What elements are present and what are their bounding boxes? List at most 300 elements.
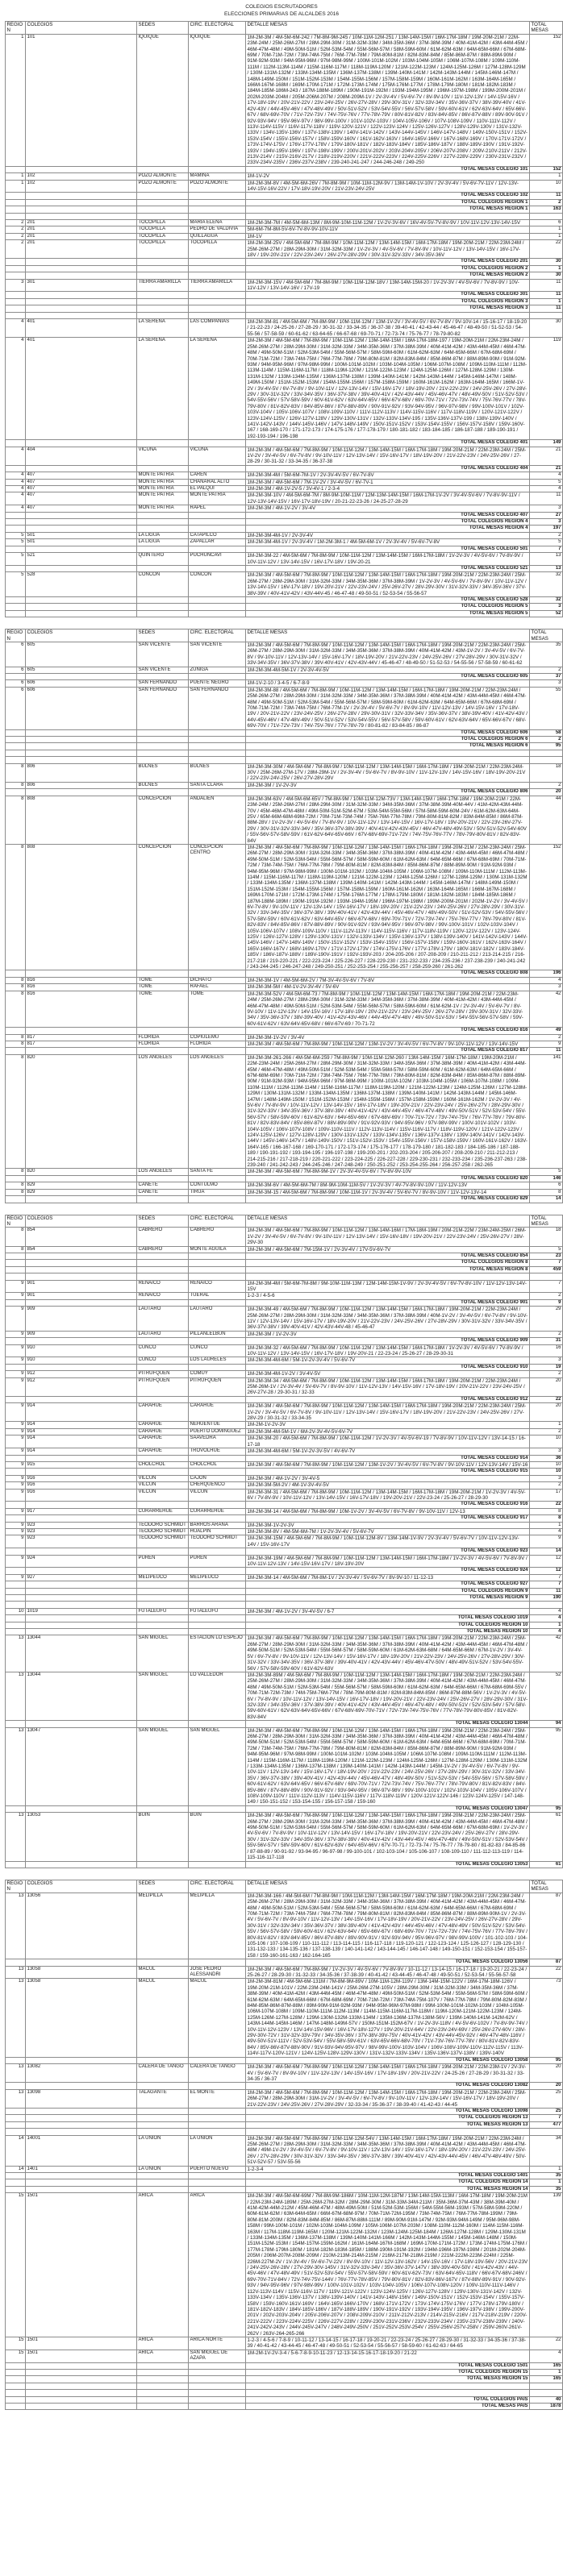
empty-cell (6, 2172, 26, 2179)
total-value-cell: 14 (530, 1196, 563, 1203)
total-row (6, 674, 563, 680)
detalle-mesas-cell: 1M-2M-3M-30M / 4M-5M-6M / 7M-8M-9M / 10M-11M-12M / 13M-14M-15M / 16M-17M-18M / 19M-20M-21M / 22M-23M-24M-30V / 25M-26M-27M-17V / 28M-29M-1V / 2V-3V-4V / 5V-6V-7V / 8V-9V-10V / 11V-12V-13V / 14V-15V-16V / 18V-19V-20V-21V / 22V-23V-24V-25V / 26V-27V-28V-29V (246, 763, 530, 782)
circ-electoral-cell: SAN MIGUEL (189, 1727, 246, 1805)
total-value-cell: 1878 (530, 2403, 563, 2409)
empty-cell (189, 1175, 246, 1182)
region-cell: 6 (6, 667, 26, 673)
detalle-mesas-cell: 1-2-3 / 4-5-6 / 7-8-9 / 10-11-12 / 13-14-15 / 16-17-18 / 19-20-21 / 22-23-24 / 25-26-27 / 28-29-30 / 31-32-33 / 34-35-36 / 37-38-39 / 40-41-42 / 43-44-45 / 46-47-48 / 49-50-51 / 52-53-54 / 55-56-57 / 58-59-60 / 61-62-63 / 64-65 (246, 2337, 530, 2350)
sede-cell: TEODORO SCHMIDT (137, 1535, 189, 1548)
empty-cell (26, 1455, 137, 1461)
table-row (6, 1331, 563, 1337)
detalle-mesas-cell: 1M-2M-1V-2V-3V (246, 1422, 530, 1428)
total-value-cell: 1 (530, 1622, 563, 1628)
region-cell: 8 (6, 763, 26, 782)
total-row (6, 1455, 563, 1461)
empty-cell (6, 743, 26, 750)
total-label-cell: TOTAL MESAS COLEGIO 102 (246, 193, 530, 199)
circ-electoral-cell: CONCEPCION CENTRO (189, 844, 246, 970)
empty-cell (137, 199, 189, 206)
empty-cell (137, 1959, 189, 1966)
sede-cell: VILCUN (137, 1475, 189, 1481)
empty-cell (137, 2362, 189, 2369)
circ-electoral-cell: PUCHUNCAVI (189, 553, 246, 566)
total-mesas-cell: 9 (530, 1535, 563, 1548)
total-value-cell: 11 (530, 1048, 563, 1054)
total-row (6, 2115, 563, 2121)
empty-cell (6, 1629, 26, 1635)
sede-cell: CONCEPCION (137, 844, 189, 970)
sede-cell: LOS ANGELES (137, 1169, 189, 1175)
total-mesas-cell: 30 (530, 319, 563, 338)
colegio-cell: 606 (26, 687, 137, 729)
total-label-cell: TOTAL COLEGIOS PAIS (246, 2396, 530, 2403)
detalle-mesas-cell: 1M-2M-3M / 4M-5M-6M / 7M-8M-9M / 10M-11M-12M / 13M-14M-15M / 16M-17M-18M / 19M-20M-21M / 22M-23M-24M / 25M-26M-27M / 28M-29M-30M / 31M-32M-33M / 34M-35M-36M / 37M-38M-39M / 40M-41M-42M / 43M-44M-45M / 46M-47M-48M / 49M-50M-51M / 52M-53M-54M / 55M-56M-57M / 58M-59M-60M / 61M-62M-63M / 64M-65M-66M / 67M-68M-69M / 70M-71M-72M / 73M-74M-75M / 76M-77M-78M / 79M-80M-81M / 82M-83M-84M / 85M-86M-87M / 88M-89M-90M / 91M-92M-93M / 94M-95M-96M / 97M-98M-99M / 100M-101M-102M / 103M-104M-105M / 106M-107M-108M / 109M-110M-111M / 112M-113M-114M / 115M-116M-117M / 118M-119M-120M / 121M-122M-123M / 124M-125M-126M / 127M-128M-129M / 130M-131M-132M / 133M-134M-135M / 136M-137M-138M / 139M-140M-141M / 142M-143M-144M / 145M-1V-2V / 3V-4V-5V / 6V-7V-8V / 9V-10V-11V / 12V-13V-14V / 15V-16V-17V / 18V-19V-20V / 21V-22V-23V / 24V-25V-26V / 27V-28V-29V / 30V-31V-32V / 33V-34V-35V / 36V-37V-38V / 39V-40V-41V / 42V-43V-44V / 45V-46V-47V / 48V-49V-50V / 51V-52V-53V / 54V-55V-56V / 57V-58V-59V / 60V-61V-62V / 63V-64V-65V / 66V-67V-68V / 69V-70V-71V / 72V-73V-74V / 75V-76V-77V / 78V-79V-80V / 81V-82V-83V / 84V-85V-86V / 87V-88V-89V / 90V-91V-92V / 93V-94V-95V / 96V-97V-98V / 99V-100V-101V / 102V-103V-104V / 105V-106V-107V / 108V-109V-110V / 111V-112V-113V / 114V-115V-116V / 117V-118V-119V / 120V-121V-122V-146 / 123V-124V-125V / 147-148-149 / 150-151-152 / 153-154-155 / 156-157-158 / 159-160 (246, 1727, 530, 1805)
table-row (6, 1482, 563, 1489)
region-cell: 9 (6, 1435, 26, 1448)
sede-cell: MONTE PATRIA (137, 486, 189, 492)
empty-cell (6, 2376, 26, 2383)
region-cell: 8 (6, 984, 26, 991)
empty-cell (530, 312, 563, 318)
table-row (6, 338, 563, 440)
colegio-cell: 1501 (26, 2193, 137, 2337)
table-row (6, 1041, 563, 1047)
detalle-mesas-cell: 1M-2M-3M-4M-1V-2V / 3V-4V-5V (246, 1371, 530, 1377)
detalle-mesas-cell: 1M-2M-3M-34 / 4M-5M-6M / 7M-8M-9M / 10M-11M-12M / 13M-14M-15M / 16M-17M-18M / 19M-20M-21M / 22M-23M-24M / 25M-26M-1V / 2V-3V-4V / 5V-6V-7V / 8V-9V-10V / 11V-12V-13V / 14V-15V-16V / 17V-18V-19V / 20V-21V-22V / 23V-24V-25V / 26V-27V-28 / 29-30-31 / 32-33 (246, 1377, 530, 1396)
total-mesas-cell: 1 (530, 226, 563, 233)
total-label-cell: TOTAL MESAS COLEGIO 1019 (246, 1615, 530, 1622)
detalle-mesas-cell: 1M-2M-3M-81M / 4M-5M-6M-131M / 7M-8M-9M-89V / 10M-11M-12M-119V / 13M-14M-15M-122V / 16M-17M-18M-126V / 19M-20M-21M-101V / 22M-23M-24M-141V / 25M-26M-27M-105V / 28M-29M-30M / 31M-32M-33M / 34M-35M-36M / 37M-38M-39M / 40M-41M-42M / 43M-44M-45M / 46M-47M-48M / 49M-50M-51M / 52M-53M-54M / 55M-56M-57M / 58M-59M-60M / 61M-62M-63M / 64M-65M-66M / 67M-68M-69M / 70M-71M-72M / 73M-74M-75M-107V / 76M-77M-78M / 79M-80M-82M-83M / 84M-85M-86M-87M-88M / 89M-90M-91M-92M-93M / 94M-95M-96M-97M-98M / 99M-100M-101M-102M-103M / 104M-105M-106M-107M-108M / 109M-110M-111M-112M-113M / 114M-115M-116M-117M-118M / 119M-120M-121M-122M-123M / 124M-125M-126M-127M-128M / 129M-130M-132M-133M-134M / 135M-136M-137M-138M-56V / 139M-140M-141M-142M-62V / 143M-144M-145M-146M / 147M-148M-149M-57V / 150M-151M-152M-67V / 1V-2V-3V-118V / 4V-5V-6V-102V / 7V-8V-9V-74V / 10V-11V-12V-123V / 13V-14V-15V-96V / 16V-17V-18V-127V / 19V-20V-21V-64V / 22V-23V-24V-69V / 25V-26V-27V-60V / 28V-29V-30V-72V / 31V-32V-33V-79V / 34V-35V-36V / 37V-38V-39V-75V / 40V-41V-42V / 43V-44V-45V-92V / 46V-47V-48V-116V / 49V-50V-51V-111V / 52V-53V-54V / 55V-58V-59V-61V / 63V-65V-66V-68V-70V / 71V-73V-76V-77V-78V / 80V-81V-82V-83V-84V / 85V-86V-87V-88V-90V / 91V-93V-94V-95V-97V / 98V-99V-100V-103V-104V / 106V-108V-109V-110V-112V-115V / 113V-114V-117V-120V-121V / 124V-125V-128V-129V-130V / 131V-132V-133V-134V / 135V-136V-137V-138V / 139V-140V (246, 1979, 530, 2057)
sede-cell: CABRERO (137, 1228, 189, 1246)
report-header (0, 0, 563, 18)
empty-cell (26, 1048, 137, 1054)
total-row (6, 519, 563, 526)
empty-cell (26, 1396, 137, 1402)
sede-cell: CABRERO (137, 1246, 189, 1253)
empty-cell (137, 1595, 189, 1602)
empty-cell (189, 750, 246, 756)
region-cell: 13 (6, 2064, 26, 2083)
empty-cell (137, 1548, 189, 1555)
sede-cell: POZO ALMONTE (137, 180, 189, 193)
empty-cell (6, 1548, 26, 1555)
total-mesas-cell: 1 (530, 233, 563, 239)
empty-cell (189, 674, 246, 680)
region-cell: 13 (6, 1672, 26, 1720)
total-mesas-cell: 44 (530, 796, 563, 844)
empty-cell (26, 512, 137, 518)
total-mesas-cell: 2 (530, 782, 563, 788)
detalle-mesas-cell: 1M-2M-3M-8V / 4M-5M-6M-7M / 1V-2V-3V-4V / 5V-6V-7V (246, 1528, 530, 1535)
circ-electoral-cell: RAFAEL (189, 984, 246, 991)
empty-cell (26, 2179, 137, 2186)
circ-electoral-cell: MELIPILLA (189, 1893, 246, 1959)
sede-cell: LA UNION (137, 2135, 189, 2166)
detalle-mesas-cell: 1M-2M-3M-5M-2V / 4M-1V-3V-4V-5V (246, 1482, 530, 1489)
empty-cell (137, 1629, 189, 1635)
empty-cell (137, 1175, 189, 1182)
empty-cell (6, 596, 26, 603)
total-row (6, 2083, 563, 2089)
total-value-cell: 7 (530, 546, 563, 552)
detalle-mesas-cell: 1M-2M-3M-89M / 4M-5M-6M / 7M-8M-9M / 10M-11M-12M / 13M-14M-15M / 16M-17M-18M / 19M-20M-21M / 22M-23M-24M / 25M-26M-27M / 28M-29M-30M / 31M-32M-33M / 34M-35M-36M / 37M-38M-39M / 40M-41M-42M / 43M-44M-45M / 46M-47M-48M / 49M-50M-51M / 52M-53M-54M / 55M-56M-57M / 58M-59M-60M / 61M-62M-63M / 64M-65M-66M / 67M-68M-69M-55V / 70M-71M-72M-73M / 74M-75M-76M-77M / 78M-79M-80M-81M / 82M-83M-84M-85M / 86M-87M-88M-56V / 1V-2V-3V / 4V-5V-6V / 7V-8V-9V / 10V-11V-12V / 13V-14V-15V / 16V-17V-18V / 19V-20V-21V / 22V-23V-24V / 25V-26V-27V / 28V-29V-30V / 31V-32V-33V / 34V-35V-36V / 37V-38V-39V / 40V-41V-42V / 43V-44V-45V / 46V-47V-48V / 49V-50V-51V / 52V-53V-54V / 57V-58V-59V-60V-61V / 62V-63V-64V-65V-66V / 67V-68V-69V-70V-71V / 72V-73V-74V-75V-76V / 77V-78V-79V-80V-85V / 81V-82V-83V-84V (246, 1672, 530, 1720)
total-row (6, 1364, 563, 1370)
total-mesas-cell: 20 (530, 1377, 563, 1396)
detalle-mesas-cell: 1M-2M-3M / 4M-5M-6M-242 / 7M-8M-9M-245 / 10M-11M-12M-251 / 13M-14M-15M / 16M-17M-18M / 19M-20M-21M / 22M-23M-24M / 25M-26M-27M / 28M-29M-30M / 31M-32M-33M / 34M-35M-36M / 37M-38M-39M / 40M-41M-42M / 43M-44M-45M / 46M-47M-48M / 49M-50M-51M / 52M-53M-54M / 55M-56M-57M / 58M-59M-60M / 61M-62M-63M / 64M-65M-66M / 67M-68M-69M / 70M-71M-72M / 73M-74M-75M / 76M-77M-78M / 79M-80M-81M / 82M-83M-84M / 85M-86M-87M / 88M-89M-90M / 91M-92M-93M / 94M-95M-96M / 97M-98M-99M / 100M-101M-102M / 103M-104M-105M / 106M-107M-108M / 109M-110M-111M / 112M-113M-114M / 115M-116M-117M / 118M-119M-120M / 121M-122M-123M / 124M-125M-126M / 127M-128M-129M / 130M-131M-132M / 133M-134M-135M / 136M-137M-138M / 139M-140M-141M / 142M-143M-144M / 145M-146M-147M / 148M-149M-150M / 151M-152M-153M / 154M-155M-156M / 157M-158M-159M / 160M-161M-162M / 163M-164M-165M / 166M-167M-168M / 169M-170M-171M / 172M-173M-174M / 175M-176M-177M / 178M-179M-180M / 181M-182M-183M / 184M-185M-186M-243 / 187M-188M-189M / 190M-191M-192M / 193M-194M-195M / 196M-197M-198M / 199M-200M-201M / 202M-203M-204M / 205M-206M-207M / 208M-209M-1V / 2V-3V-4V / 5V-6V-7V / 8V-9V-10V / 11V-12V-13V / 14V-15V-16V / 17V-18V-19V / 20V-21V-22V / 23V-24V-25V / 26V-27V-28V / 29V-30V-31V / 32V-33V-34V / 35V-36V-37V / 38V-39V-40V / 41V-42V-43V / 44V-45V-46V / 47V-48V-49V / 50V-51V-52V / 53V-54V-55V / 56V-57V-58V / 59V-60V-61V / 62V-63V-64V / 65V-66V-67V / 68V-69V-70V / 71V-72V-73V / 74V-75V-76V / 77V-78V-79V / 80V-81V-82V / 83V-84V-85V / 86V-87V-88V / 89V-90V-91V / 92V-93V-94V / 95V-96V-97V / 98V-99V-100V / 101V-102V-103V / 104V-105V-106V / 107V-108V-109V / 110V-111V-112V / 113V-114V-115V / 116V-117V-118V / 119V-120V-121V / 122V-123V-124V / 125V-126V-127V / 128V-129V-130V / 131V-132V-133V / 134V-135V-136V / 137V-138V-139V / 140V-141V-142V / 143V-144V-145V / 146V-147V-148V / 149V-150V-151V / 152V-153V-154V / 155V-156V-157V / 158V-159V-160V / 161V-162V-163V / 164V-165V-166V / 167V-168V-169V / 170V-171V-172V / 173V-174V-175V / 176V-177V-178V / 179V-180V-181V / 182V-183V-184V / 185V-186V-187V / 188V-189V-190V / 191V-192V-193V / 194V-195V-196V / 197V-198V-199V / 200V-201V-202V / 203V-204V-205V / 206V-207V-208V / 209V-210V-211V / 212V-213V-214V / 215V-216V-217V / 218V-219V-220V / 221V-222V-223V / 224V-225V-226V / 227V-228V-229V / 230V-231V-232V / 233V-234V-235V / 236V-237V-238V / 239-240-241-247 / 244-246-248 / 249-250 (246, 34, 530, 166)
empty-cell (189, 2121, 246, 2128)
circ-electoral-cell: SAAVEDRA (189, 1435, 246, 1448)
colegio-cell: 912 (26, 1377, 137, 1396)
spacer-row (6, 312, 563, 318)
total-value-cell: 37 (530, 674, 563, 680)
empty-cell (189, 546, 246, 552)
table-row (6, 1555, 563, 1568)
colegio-cell: 909 (26, 1307, 137, 1332)
colegio-cell: 301 (26, 279, 137, 292)
total-mesas-cell: 4 (530, 2350, 563, 2362)
sede-cell: ARICA (137, 2350, 189, 2362)
empty-cell (6, 199, 26, 206)
detalle-mesas-cell: 1M-2M-3M-15 / 4M-5M-6M / 7M-8M-9M / 10M-11M-1V / 2V-3V-4V / 5V-6V-7V / 8V-9V-10V / 11V-12V-13V-14 (246, 1189, 530, 1195)
total-mesas-cell: 3 (530, 680, 563, 687)
region-cell: 8 (6, 1246, 26, 1253)
total-label-cell: TOTAL MESAS COLEGIO 301 (246, 292, 530, 298)
empty-cell (6, 1515, 26, 1522)
total-label-cell: TOTAL MESAS COLEGIO 13082 (246, 2083, 530, 2089)
colegio-cell: 923 (26, 1535, 137, 1548)
total-value-cell: 7 (530, 2115, 563, 2121)
empty-cell (6, 2186, 26, 2192)
sede-cell: ARICA (137, 2193, 189, 2337)
sede-cell: VILCUN (137, 1489, 189, 1502)
total-mesas-cell: 2 (530, 1331, 563, 1337)
total-label-cell: TOTAL MESAS COLEGIO 13056 (246, 1959, 530, 1966)
detalle-mesas-cell: 1M-2M-3M-15M / 4M-5M-6M / 7M-8M-9M / 10M-11M-12M-8V / 13M-14M-1V-9V / 2V-3V-4V / 5V-6V-7V / 10V-11V-12V-13V-14V / 15V-16V-17V (246, 1535, 530, 1548)
column-header-circ-electoral-cell: CIRC. ELECTORAL (189, 629, 246, 642)
sede-cell: ARICA (137, 2337, 189, 2350)
region-cell: 9 (6, 1422, 26, 1428)
colegio-cell: 817 (26, 1041, 137, 1047)
total-mesas-cell: 95 (530, 1727, 563, 1805)
detalle-mesas-cell: 1M-2M-3M-19M / 4M-5M-6M / 7M-8M-9M / 10M-11M-12M / 13M-14M-15M / 16M-17M-18M / 1V-2V-3V / 4V-5V-6V / 7V-8V-9V / 10V-11V-12V-13V / 14V-15V-16V-17V / 18V-19V-20V (246, 1555, 530, 1568)
empty-cell (137, 298, 189, 305)
table-row (6, 687, 563, 729)
colegio-cell: 13082 (26, 2064, 137, 2083)
total-mesas-cell: 1 (530, 1422, 563, 1428)
column-header-colegio-cell: COLEGIOS (26, 1880, 137, 1893)
empty-cell (137, 596, 189, 603)
colegio-cell: 916 (26, 1489, 137, 1502)
table-row (6, 1189, 563, 1195)
region-cell: 9 (6, 1403, 26, 1422)
empty-cell (137, 737, 189, 743)
region-cell: 9 (6, 1528, 26, 1535)
region-cell: 13 (6, 1893, 26, 1959)
region-cell: 5 (6, 539, 26, 546)
colegio-cell: 1501 (26, 2337, 137, 2350)
detalle-mesas-cell: 1M-2M-3M / 4M-1V-2V / 3V-4V-5 (246, 1475, 530, 1481)
total-label-cell: TOTAL MESAS COLEGIO 854 (246, 1253, 530, 1259)
empty-cell (137, 1253, 189, 1259)
total-mesas-cell: 22 (530, 240, 563, 259)
detalle-mesas-cell: 1M-2M-3M-63V / 4M-5M-6M-65V / 7M-8M-9M / 10M-11M-12M-73V / 13M-14M-15M / 16M-17M-18M / 19M-20M-21M / 22M-23M-24M / 25M-26M-27M / 28M-29M-30M / 31M-32M-33M / 34M-35M-36M / 37M-38M-39M-40M-44V / 41M-42M-43M-44M-70V / 45M-46M-47M-48M / 49M-50M-51M-52M-67M / 53M-54M-55M-56M / 57M-58M-59M-60M-24V / 61M-62M-63M-64M-25V / 65M-66M-68M-69M-72M / 70M-71M-73M-74M / 75M-76M-77M-78M / 79M-80M-81M-82M / 83M-84M-85M / 86M-87M-88M-28V / 1V-2V-3V / 4V-5V-6V / 7V-8V-9V / 10V-11V-12V / 13V-14V-15V / 16V-17V-18V / 19V-20V-21V / 22V-23V-26V-27V-29V / 30V-31V-32V-33V-34V / 35V-36V-37V-38V-39V / 40V-41V-42V-43V-45V / 46V-47V-48V-49V-53V / 50V-51V-52V-54V-60V / 55V-56V-57V-58V-59V / 61V-62V-64V-65V-66V / 67V-68V-69V-71V-72V / 74V-75V-76V-77V / 78V-79V-80V-81V / 82V-83V-84V (246, 796, 530, 844)
empty-cell (6, 265, 26, 272)
empty-cell (530, 213, 563, 219)
empty-cell (189, 2186, 246, 2192)
colegio-cell: 102 (26, 173, 137, 180)
total-mesas-cell: 35 (530, 642, 563, 667)
region-cell: 8 (6, 991, 26, 1027)
total-value-cell: 95 (530, 2057, 563, 2063)
total-mesas-cell: 11 (530, 492, 563, 505)
table-row (6, 1672, 563, 1720)
empty-cell (6, 1196, 26, 1203)
total-row (6, 1959, 563, 1966)
table-row (6, 984, 563, 991)
total-row (6, 1568, 563, 1574)
empty-cell (26, 743, 137, 750)
sede-cell: LA LIGUA (137, 539, 189, 546)
empty-cell (6, 1273, 26, 1280)
table-row (6, 977, 563, 983)
empty-cell (26, 674, 137, 680)
sede-cell: SAN MIGUEL (137, 1635, 189, 1672)
colegio-cell: 806 (26, 763, 137, 782)
total-row (6, 512, 563, 518)
empty-cell (530, 2390, 563, 2396)
circ-electoral-cell: SAN VICENTE (189, 642, 246, 667)
sede-cell: CHOLCHOL (137, 1461, 189, 1468)
region-cell: 2 (6, 233, 26, 239)
sede-cell: MELIPEUCO (137, 1574, 189, 1581)
circ-electoral-cell: CHAÑARAL ALTO (189, 479, 246, 485)
empty-cell (26, 1595, 137, 1602)
circ-electoral-cell: CONTULMO (189, 1182, 246, 1189)
total-mesas-cell: 7 (530, 1574, 563, 1581)
detalle-mesas-cell: 1M-2M-3M-1V / 4M-5M-6M-2V / 7M-3V-4V-5V-6V / 7V-8V (246, 977, 530, 983)
empty-cell (137, 1396, 189, 1402)
total-value-cell: 40 (530, 2396, 563, 2403)
total-mesas-cell: 3 (530, 1448, 563, 1455)
table-row (6, 2193, 563, 2337)
empty-cell (6, 2396, 26, 2403)
total-mesas-cell: 34 (530, 2135, 563, 2166)
total-value-cell: 4 (530, 1615, 563, 1622)
sede-cell: MONTE PATRIA (137, 472, 189, 479)
empty-cell (189, 2108, 246, 2114)
colegio-cell: 817 (26, 1034, 137, 1041)
empty-cell (6, 757, 26, 763)
empty-cell (26, 465, 137, 472)
total-mesas-cell: 119 (530, 338, 563, 440)
region-cell: 4 (6, 472, 26, 479)
empty-cell (6, 213, 26, 219)
empty-cell (6, 292, 26, 298)
detalle-mesas-cell: 1-2-3-4 (246, 2166, 530, 2172)
circ-electoral-cell: TEODORO SCHMIDT (189, 1535, 246, 1548)
spacer-row (6, 757, 563, 763)
colegio-cell: 917 (26, 1508, 137, 1514)
circ-electoral-cell: CAJON (189, 1475, 246, 1481)
circ-electoral-cell: HUALPIN (189, 1528, 246, 1535)
region-cell: 3 (6, 279, 26, 292)
spacer-row (6, 213, 563, 219)
sede-cell: FUTALEUFU (137, 1608, 189, 1614)
total-row (6, 305, 563, 312)
empty-cell (26, 1959, 137, 1966)
column-header-row (6, 22, 563, 35)
detalle-mesas-cell: 1M-2M-3M / 4M-5M-6M / 7M-8M-9M / 10M-11M-12M / 13M-14M-15M / 16M-17M-18M / 19M-20M-21M / 22M-23M-24M / 25M-26M-27M / 28M-29M-30M / 31M-32M-33M / 34M-35M-36M / 37M-38M-39M / 1V-2V-3V / 4V-5V-6V / 7V-8V-9V / 10V-11V-12V / 13V-14V-15V / 16V-17V-18V / 19V-20V-21V / 22V-23V-24V / 25V-26V-27V / 28V-29V-30V / 31V-32V-33V / 34V-35V-36V / 37V-38V-39V / 40V-41V-42V / 43V-44V-45 / 46-47-48 / 49-50-51 / 52-53-54 / 55-56-57 (246, 572, 530, 597)
total-mesas-cell: 4 (530, 1608, 563, 1614)
page-break-row (6, 1868, 563, 1880)
circ-electoral-cell: CONCON (189, 572, 246, 597)
colegio-cell: 816 (26, 977, 137, 983)
empty-cell (189, 199, 246, 206)
colegio-cell: 401 (26, 319, 137, 338)
sede-cell: SAN VICENTE (137, 667, 189, 673)
sede-cell: CONCON (137, 572, 189, 597)
total-value-cell: 459 (530, 1266, 563, 1273)
total-row (6, 2376, 563, 2383)
total-value-cell: 7 (530, 1581, 563, 1588)
table-row (6, 1635, 563, 1672)
detalle-mesas-cell: 1M-2M-3M-4M-6M / 5M-1V-2V-3V-4V / 5V-6V-7V (246, 1357, 530, 1364)
total-mesas-cell: 4 (530, 486, 563, 492)
column-header-sede-cell: SEDES (137, 629, 189, 642)
total-row (6, 743, 563, 750)
empty-cell (137, 1502, 189, 1508)
total-value-cell: 10 (530, 1469, 563, 1475)
empty-cell (137, 519, 189, 526)
empty-cell (137, 2376, 189, 2383)
colegio-cell: 102 (26, 180, 137, 193)
empty-cell (26, 737, 137, 743)
colegio-cell: 407 (26, 472, 137, 479)
total-value-cell: 30 (530, 259, 563, 265)
empty-cell (137, 1721, 189, 1727)
total-row (6, 1260, 563, 1266)
empty-cell (6, 2083, 26, 2089)
page-break-cell (6, 617, 563, 629)
total-label-cell: TOTAL MESAS COLEGIO 521 (246, 565, 530, 571)
empty-cell (137, 2121, 189, 2128)
sede-cell: CARAHUE (137, 1428, 189, 1435)
colegio-cell: 816 (26, 991, 137, 1027)
empty-cell (137, 193, 189, 199)
empty-cell (6, 2383, 26, 2389)
detalle-mesas-cell: 1M-2M-3M / 4M-5M-6M / 7M-8M-9M / 10M-11M-12M-54V / 13M-14M-15M / 16M-17M-18M / 19M-20M-21M / 22M-23M-24M / 25M-26M-27M / 28M-29M-30M / 31M-32M-33M / 34M-35M-36M / 37M-38M-39M / 40M-41M-42M / 43M-44M-45M / 46M-47M-48M / 49M-1V-2V / 3V-4V-5V / 6V-7V-8V / 9V-10V-11V / 12V-13V-14V / 15V-16V-17V / 18V-19V-20V / 21V-22V-23V / 24V-25V-26V / 27V-28V-29V / 30V-31V-32V / 33V-34V-35V / 36V-37V-38V / 39V-40V-41V / 42V-43V-44V-45V / 46V-47V-48V-49V / 50V-51V-52V-57 / 53V-55-56 (246, 2135, 530, 2166)
total-value-cell: 95 (530, 1805, 563, 1812)
table-row (6, 226, 563, 233)
colegio-cell: 201 (26, 233, 137, 239)
colegio-cell: 606 (26, 680, 137, 687)
detalle-mesas-cell: 1M-2M-3M-4M-1V / 2V-3V-4V / 1M-2M-3M-1 / 4M-5M-6M-1V / 2V-3V-4V / 5V-6V-7V-8V (246, 539, 530, 546)
empty-cell (189, 440, 246, 447)
region-cell: 4 (6, 486, 26, 492)
circ-electoral-cell: EL PALQUI (189, 486, 246, 492)
empty-cell (189, 305, 246, 312)
total-row (6, 2362, 563, 2369)
empty-cell (189, 193, 246, 199)
empty-cell (26, 2390, 137, 2396)
empty-cell (137, 604, 189, 610)
circ-electoral-cell: COPIULEMU (189, 1034, 246, 1041)
detalle-mesas-cell: 1M-2M-3M-4M-5M-1V / 6M-2V-3V-4V-5V-6V-7V (246, 1428, 530, 1435)
column-header-circ-electoral-cell: CIRC. ELECTORAL (189, 1215, 246, 1228)
sede-cell: CARAHUE (137, 1403, 189, 1422)
circ-electoral-cell: VICUÑA (189, 447, 246, 465)
empty-cell (6, 1260, 26, 1266)
total-label-cell: TOTAL MESAS COLEGIO 910 (246, 1364, 530, 1370)
empty-cell (530, 757, 563, 763)
sede-cell: CURARREHUE (137, 1508, 189, 1514)
empty-cell (189, 596, 246, 603)
total-mesas-cell: 12 (530, 1555, 563, 1568)
circ-electoral-cell: ZAPALLAR (189, 539, 246, 546)
empty-cell (6, 512, 26, 518)
circ-electoral-cell: LOS LAURELES (189, 1357, 246, 1364)
empty-cell (26, 750, 137, 756)
total-value-cell: 146 (530, 1175, 563, 1182)
empty-cell (26, 526, 137, 532)
colegio-cell: 829 (26, 1189, 137, 1195)
total-value-cell: 149 (530, 440, 563, 447)
empty-cell (26, 440, 137, 447)
table-row (6, 1528, 563, 1535)
colegio-cell: 916 (26, 1475, 137, 1481)
total-row (6, 465, 563, 472)
table-row (6, 1608, 563, 1614)
total-value-cell: 11 (530, 1588, 563, 1594)
empty-cell (26, 2121, 137, 2128)
circ-electoral-cell: PUERTO DOMINGUEZ (189, 1428, 246, 1435)
table-row (6, 240, 563, 259)
empty-cell (26, 1602, 137, 1608)
colegio-cell: 13044 (26, 1635, 137, 1672)
table-row (6, 173, 563, 180)
total-label-cell: TOTAL MESAS COLEGIO 528 (246, 596, 530, 603)
empty-cell (189, 1469, 246, 1475)
column-header-circ-electoral-cell: CIRC. ELECTORAL (189, 1880, 246, 1893)
total-mesas-cell: 11 (530, 279, 563, 292)
empty-cell (6, 1266, 26, 1273)
region-cell: 9 (6, 1280, 26, 1293)
circ-electoral-cell: DICHATO (189, 977, 246, 983)
empty-cell (189, 2083, 246, 2089)
total-row (6, 272, 563, 279)
region-cell: 9 (6, 1307, 26, 1332)
detalle-mesas-cell: 1M-2M-3M / 4M-5M-6M / 7M-8M-9M / 10M-11M-12M / 13M-14M-15M / 16M-17M-18M / 19M-20M-21M / 22M-23M-24M / 25M-1V-2V / 3V-4V-5V / 6V-7V-8V / 9V-10V-11V / 12V-13V-14V / 15V-16V-17V / 18V-19V-20V / 21V-22V-23V / 24V-25V-26V / 27-28-29 / 30-31-32 / 33-34-35 / 36-37-38 (246, 447, 530, 465)
region-cell: 14 (6, 2166, 26, 2172)
detalle-mesas-cell: 1M-2M-3M / 4M-5M-6M / 7M-8M-9M / 1V-2V-3V / 4V-5V-6V / 7V-8V-9V / 10-11-12 / 13-14-15 / 16-17-18 / 19-20-21 / 22-23-24 / 25-26-27 / 28-29-30 / 31-32-33 / 34-35-36 / 37-38-39 / 40-41-42 / 43-44-45 / 46-47-48 / 49-50-51 / 52-53-54 / 55-56-57-58 (246, 1966, 530, 1979)
total-value-cell: 49 (530, 1028, 563, 1034)
column-header-region-cell: REGION (6, 629, 26, 642)
detalle-mesas-cell: 1-2-3 / 4-5-6 (246, 1293, 530, 1299)
total-row (6, 565, 563, 571)
column-header-colegio-cell: COLEGIOS (26, 22, 137, 35)
total-value-cell: 3 (530, 604, 563, 610)
empty-cell (189, 1629, 246, 1635)
circ-electoral-cell: LOS ANGELES (189, 1054, 246, 1169)
detalle-mesas-cell: 1M-2M-3M-1V-2V / 3V-4V (246, 1034, 530, 1041)
column-header-colegio-cell: COLEGIOS (26, 1215, 137, 1228)
colegio-cell: 13098 (26, 2089, 137, 2108)
sede-cell: MACUL (137, 1966, 189, 1979)
colegio-cell: 923 (26, 1522, 137, 1528)
total-label-cell: TOTAL COLEGIOS REGION 15 (246, 2369, 530, 2375)
region-cell: 8 (6, 844, 26, 970)
empty-cell (137, 1455, 189, 1461)
